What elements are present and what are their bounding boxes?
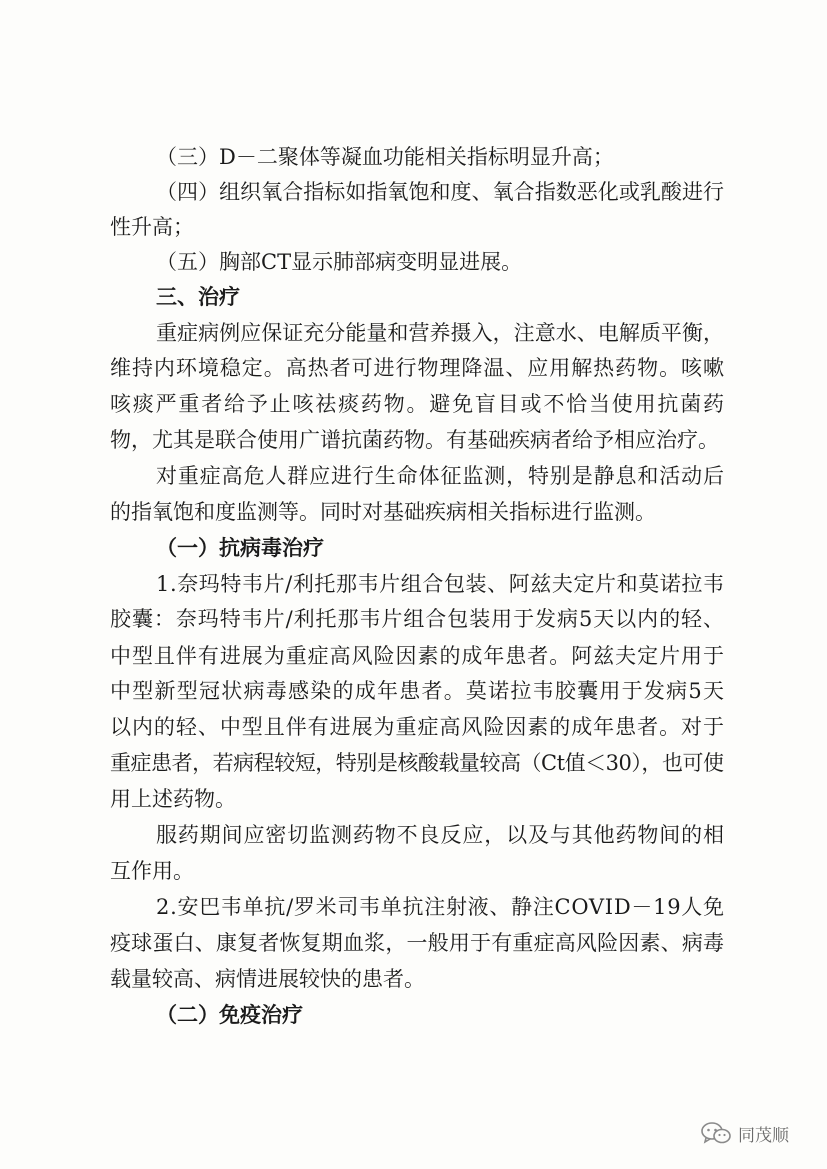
paragraph-line: 对重症高危人群应进行生命体征监测，特别是静息和活动后	[156, 464, 725, 488]
paragraph-line: （四）组织氧合指标如指氧饱和度、氧合指数恶化或乳酸进行	[156, 180, 725, 204]
paragraph-line: 服药期间应密切监测药物不良反应，以及与其他药物间的相	[156, 823, 725, 847]
watermark-text: 同茂顺	[738, 1125, 789, 1146]
paragraph-line: 中型且伴有进展为重症高风险因素的成年患者。阿兹夫定片用于	[110, 644, 725, 668]
watermark	[700, 1118, 789, 1148]
subsection-heading: （二）免疫治疗	[156, 1003, 303, 1027]
wechat-icon	[700, 1120, 732, 1146]
paragraph-line: 咳痰严重者给予止咳祛痰药物。避免盲目或不恰当使用抗菌药	[110, 392, 726, 416]
paragraph-line: 胶囊：奈玛特韦片/利托那韦片组合包装用于发病5天以内的轻、	[110, 607, 725, 631]
paragraph-line: 的指氧饱和度监测等。同时对基础疾病相关指标进行监测。	[110, 500, 656, 524]
paragraph-line: 2.安巴韦单抗/罗米司韦单抗注射液、静注COVID－19人免	[156, 895, 725, 919]
section-heading: 三、治疗	[156, 285, 240, 309]
paragraph-line: 重症病例应保证充分能量和营养摄入，注意水、电解质平衡，	[156, 321, 725, 345]
paragraph-line: 疫球蛋白、康复者恢复期血浆，一般用于有重症高风险因素、病毒	[110, 931, 725, 955]
paragraph-line: 以内的轻、中型且伴有进展为重症高风险因素的成年患者。对于	[110, 715, 725, 739]
paragraph-line: 重症患者，若病程较短，特别是核酸载量较高（Ct值＜30），也可使	[110, 751, 724, 775]
paragraph-line: 用上述药物。	[110, 787, 236, 811]
paragraph-line: 中型新型冠状病毒感染的成年患者。莫诺拉韦胶囊用于发病5天	[110, 679, 726, 703]
paragraph-line: （五）胸部CT显示肺部病变明显进展。	[156, 250, 523, 274]
paragraph-line: 载量较高、病情进展较快的患者。	[110, 967, 425, 991]
paragraph-line: 互作用。	[110, 859, 194, 883]
paragraph-line: 维持内环境稳定。高热者可进行物理降温、应用解热药物。咳嗽	[110, 356, 725, 380]
subsection-heading: （一）抗病毒治疗	[156, 536, 324, 560]
paragraph-line: 性升高；	[110, 215, 194, 239]
paragraph-line: 物，尤其是联合使用广谱抗菌药物。有基础疾病者给予相应治疗。	[110, 428, 719, 452]
paragraph-line: （三）D－二聚体等凝血功能相关指标明显升高；	[156, 145, 614, 169]
paragraph-line: 1.奈玛特韦片/利托那韦片组合包装、阿兹夫定片和莫诺拉韦	[156, 572, 725, 596]
